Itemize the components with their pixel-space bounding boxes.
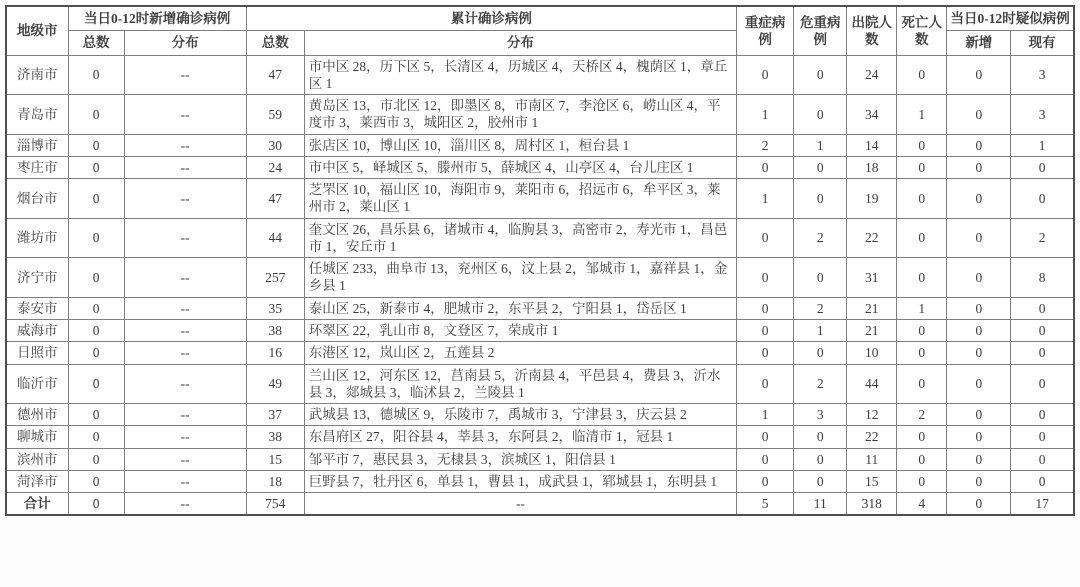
- city-cell: 日照市: [6, 342, 68, 364]
- death-count-cell: 0: [897, 55, 947, 95]
- new-total-cell: 0: [68, 404, 124, 426]
- cumulative-distribution-cell: 环翠区 22，乳山市 8，文登区 7，荣成市 1: [304, 319, 736, 341]
- severe-cases-cell: 0: [737, 319, 794, 341]
- city-cell: 菏泽市: [6, 470, 68, 492]
- critical-cases-cell: 0: [794, 179, 847, 219]
- table-row: [6, 448, 1074, 470]
- suspected-new-cell: 0: [947, 470, 1011, 492]
- new-total-cell: 0: [68, 55, 124, 95]
- discharged-count-cell: 44: [847, 364, 897, 404]
- new-distribution-cell: --: [124, 55, 246, 95]
- new-distribution-cell: --: [124, 448, 246, 470]
- discharged-count-cell: 31: [847, 258, 897, 298]
- header-group-cumulative-confirmed: 累计确诊病例: [246, 6, 736, 31]
- death-count-cell: 2: [897, 404, 947, 426]
- severe-cases-cell: 1: [737, 404, 794, 426]
- new-total-cell: 0: [68, 364, 124, 404]
- severe-cases-cell: 0: [737, 470, 794, 492]
- severe-cases-cell: 0: [737, 55, 794, 95]
- new-distribution-cell: --: [124, 297, 246, 319]
- new-total-cell: 0: [68, 470, 124, 492]
- suspected-existing-cell: 0: [1011, 297, 1074, 319]
- critical-cases-cell: 0: [794, 258, 847, 298]
- city-cell: 滨州市: [6, 448, 68, 470]
- city-cell: 枣庄市: [6, 156, 68, 178]
- critical-cases-cell: 2: [794, 364, 847, 404]
- suspected-existing-cell: 0: [1011, 179, 1074, 219]
- death-count-cell: 0: [897, 342, 947, 364]
- critical-cases-cell: 1: [794, 319, 847, 341]
- discharged-count-cell: 21: [847, 297, 897, 319]
- suspected-existing-cell: 3: [1011, 55, 1074, 95]
- cumulative-total-cell: 15: [246, 448, 304, 470]
- severe-cases-cell: 0: [737, 258, 794, 298]
- cumulative-total-cell: 59: [246, 95, 304, 135]
- suspected-new-cell: 0: [947, 342, 1011, 364]
- discharged-count-cell: 318: [847, 493, 897, 516]
- new-distribution-cell: --: [124, 134, 246, 156]
- header-group-new-confirmed: 当日0-12时新增确诊病例: [68, 6, 246, 31]
- suspected-existing-cell: 0: [1011, 470, 1074, 492]
- suspected-existing-cell: 0: [1011, 319, 1074, 341]
- new-total-cell: 0: [68, 95, 124, 135]
- death-count-cell: 1: [897, 297, 947, 319]
- discharged-count-cell: 24: [847, 55, 897, 95]
- suspected-new-cell: 0: [947, 364, 1011, 404]
- suspected-new-cell: 0: [947, 448, 1011, 470]
- critical-cases-cell: 2: [794, 297, 847, 319]
- suspected-new-cell: 0: [947, 404, 1011, 426]
- discharged-count-cell: 15: [847, 470, 897, 492]
- table-row: [6, 134, 1074, 156]
- table-row: [6, 470, 1074, 492]
- severe-cases-cell: 0: [737, 426, 794, 448]
- new-distribution-cell: --: [124, 426, 246, 448]
- header-new-distribution: 分布: [124, 31, 246, 55]
- death-count-cell: 0: [897, 470, 947, 492]
- table-row: [6, 258, 1074, 298]
- new-total-cell: 0: [68, 493, 124, 516]
- severe-cases-cell: 0: [737, 364, 794, 404]
- new-total-cell: 0: [68, 448, 124, 470]
- critical-cases-cell: 0: [794, 95, 847, 135]
- suspected-existing-cell: 0: [1011, 448, 1074, 470]
- critical-cases-cell: 1: [794, 134, 847, 156]
- suspected-new-cell: 0: [947, 179, 1011, 219]
- new-distribution-cell: --: [124, 156, 246, 178]
- severe-cases-cell: 0: [737, 156, 794, 178]
- cumulative-total-cell: 44: [246, 218, 304, 258]
- cumulative-total-cell: 47: [246, 55, 304, 95]
- new-total-cell: 0: [68, 156, 124, 178]
- table-row: [6, 55, 1074, 95]
- city-cell: 德州市: [6, 404, 68, 426]
- suspected-new-cell: 0: [947, 156, 1011, 178]
- city-cell: 威海市: [6, 319, 68, 341]
- death-count-cell: 0: [897, 179, 947, 219]
- cumulative-distribution-cell: 市中区 5，峄城区 5，滕州市 5，薛城区 4，山亭区 4，台儿庄区 1: [304, 156, 736, 178]
- critical-cases-cell: 0: [794, 156, 847, 178]
- suspected-existing-cell: 1: [1011, 134, 1074, 156]
- new-distribution-cell: --: [124, 179, 246, 219]
- discharged-count-cell: 22: [847, 426, 897, 448]
- severe-cases-cell: 1: [737, 95, 794, 135]
- cumulative-total-cell: 16: [246, 342, 304, 364]
- cumulative-total-cell: 18: [246, 470, 304, 492]
- suspected-new-cell: 0: [947, 218, 1011, 258]
- new-distribution-cell: --: [124, 364, 246, 404]
- new-distribution-cell: --: [124, 470, 246, 492]
- suspected-existing-cell: 0: [1011, 364, 1074, 404]
- discharged-count-cell: 14: [847, 134, 897, 156]
- critical-cases-cell: 2: [794, 218, 847, 258]
- table-header: [6, 6, 1074, 55]
- death-count-cell: 0: [897, 319, 947, 341]
- header-suspected-new: 新增: [947, 31, 1011, 55]
- covid-stats-table: [5, 5, 1075, 516]
- new-total-cell: 0: [68, 426, 124, 448]
- suspected-new-cell: 0: [947, 95, 1011, 135]
- header-severe-cases: 重症病例: [737, 6, 794, 55]
- death-count-cell: 0: [897, 364, 947, 404]
- suspected-new-cell: 0: [947, 134, 1011, 156]
- new-total-cell: 0: [68, 179, 124, 219]
- header-new-total: 总数: [68, 31, 124, 55]
- cumulative-distribution-cell: 邹平市 7，惠民县 3，无棣县 3，滨城区 1，阳信县 1: [304, 448, 736, 470]
- severe-cases-cell: 2: [737, 134, 794, 156]
- cumulative-distribution-cell: 巨野县 7，牡丹区 6，单县 1，曹县 1，成武县 1，郓城县 1，东明县 1: [304, 470, 736, 492]
- severe-cases-cell: 1: [737, 179, 794, 219]
- city-cell: 潍坊市: [6, 218, 68, 258]
- header-cumulative-distribution: 分布: [304, 31, 736, 55]
- city-cell: 临沂市: [6, 364, 68, 404]
- severe-cases-cell: 0: [737, 297, 794, 319]
- city-cell: 泰安市: [6, 297, 68, 319]
- table-row-total: [6, 493, 1074, 516]
- suspected-new-cell: 0: [947, 426, 1011, 448]
- table-row: [6, 179, 1074, 219]
- cumulative-total-cell: 49: [246, 364, 304, 404]
- suspected-new-cell: 0: [947, 55, 1011, 95]
- discharged-count-cell: 18: [847, 156, 897, 178]
- suspected-existing-cell: 0: [1011, 342, 1074, 364]
- suspected-existing-cell: 17: [1011, 493, 1074, 516]
- city-cell: 济南市: [6, 55, 68, 95]
- table-row: [6, 156, 1074, 178]
- cumulative-distribution-cell: 奎文区 26，昌乐县 6，诸城市 4，临朐县 3，高密市 2，寿光市 1，昌邑市 1，安丘市 1: [304, 218, 736, 258]
- discharged-count-cell: 19: [847, 179, 897, 219]
- cumulative-distribution-cell: 武城县 13，德城区 9，乐陵市 7，禹城市 3，宁津县 3，庆云县 2: [304, 404, 736, 426]
- suspected-new-cell: 0: [947, 297, 1011, 319]
- city-cell: 青岛市: [6, 95, 68, 135]
- table-row: [6, 364, 1074, 404]
- cumulative-total-cell: 38: [246, 426, 304, 448]
- cumulative-total-cell: 47: [246, 179, 304, 219]
- header-row-1: [6, 6, 1074, 31]
- cumulative-distribution-cell: 市中区 28，历下区 5，长清区 4，历城区 4，天桥区 4，槐荫区 1，章丘区 1: [304, 55, 736, 95]
- city-cell: 合计: [6, 493, 68, 516]
- header-city: 地级市: [6, 6, 68, 55]
- new-distribution-cell: --: [124, 95, 246, 135]
- cumulative-distribution-cell: 张店区 10，博山区 10，淄川区 8，周村区 1，桓台县 1: [304, 134, 736, 156]
- new-distribution-cell: --: [124, 493, 246, 516]
- suspected-new-cell: 0: [947, 319, 1011, 341]
- critical-cases-cell: 0: [794, 55, 847, 95]
- header-death-count: 死亡人数: [897, 6, 947, 55]
- cumulative-distribution-cell: 芝罘区 10，福山区 10，海阳市 9，莱阳市 6，招远市 6，牟平区 3，莱州市 2，莱山区 1: [304, 179, 736, 219]
- new-total-cell: 0: [68, 297, 124, 319]
- discharged-count-cell: 21: [847, 319, 897, 341]
- header-discharged-count: 出院人数: [847, 6, 897, 55]
- table-row: [6, 319, 1074, 341]
- severe-cases-cell: 5: [737, 493, 794, 516]
- table-row: [6, 297, 1074, 319]
- critical-cases-cell: 0: [794, 342, 847, 364]
- cumulative-distribution-cell: 东港区 12，岚山区 2，五莲县 2: [304, 342, 736, 364]
- table-row: [6, 342, 1074, 364]
- new-distribution-cell: --: [124, 218, 246, 258]
- suspected-existing-cell: 8: [1011, 258, 1074, 298]
- cumulative-distribution-cell: 泰山区 25，新泰市 4，肥城市 2，东平县 2，宁阳县 1，岱岳区 1: [304, 297, 736, 319]
- cumulative-total-cell: 754: [246, 493, 304, 516]
- table-row: [6, 426, 1074, 448]
- suspected-existing-cell: 0: [1011, 156, 1074, 178]
- cumulative-distribution-cell: --: [304, 493, 736, 516]
- death-count-cell: 4: [897, 493, 947, 516]
- city-cell: 烟台市: [6, 179, 68, 219]
- header-group-suspected: 当日0-12时疑似病例: [947, 6, 1074, 31]
- critical-cases-cell: 0: [794, 470, 847, 492]
- new-distribution-cell: --: [124, 319, 246, 341]
- death-count-cell: 0: [897, 426, 947, 448]
- suspected-existing-cell: 0: [1011, 404, 1074, 426]
- table-row: [6, 218, 1074, 258]
- new-total-cell: 0: [68, 319, 124, 341]
- cumulative-distribution-cell: 黄岛区 13，市北区 12，即墨区 8，市南区 7，李沧区 6，崂山区 4，平度市 3，莱西市 3，城阳区 2，胶州市 1: [304, 95, 736, 135]
- death-count-cell: 0: [897, 258, 947, 298]
- header-critical-cases: 危重病例: [794, 6, 847, 55]
- cumulative-distribution-cell: 兰山区 12，河东区 12，莒南县 5，沂南县 4，平邑县 4，费县 3，沂水县 3，郯城县 3，临沭县 2，兰陵县 1: [304, 364, 736, 404]
- cumulative-distribution-cell: 任城区 233，曲阜市 13，兖州区 6，汶上县 2，邹城市 1，嘉祥县 1，金乡县 1: [304, 258, 736, 298]
- new-distribution-cell: --: [124, 404, 246, 426]
- cumulative-distribution-cell: 东昌府区 27，阳谷县 4，莘县 3，东阿县 2，临清市 1，冠县 1: [304, 426, 736, 448]
- cumulative-total-cell: 38: [246, 319, 304, 341]
- city-cell: 聊城市: [6, 426, 68, 448]
- cumulative-total-cell: 35: [246, 297, 304, 319]
- cumulative-total-cell: 30: [246, 134, 304, 156]
- table-row: [6, 95, 1074, 135]
- suspected-existing-cell: 2: [1011, 218, 1074, 258]
- header-cumulative-total: 总数: [246, 31, 304, 55]
- new-total-cell: 0: [68, 134, 124, 156]
- death-count-cell: 0: [897, 448, 947, 470]
- new-total-cell: 0: [68, 342, 124, 364]
- severe-cases-cell: 0: [737, 448, 794, 470]
- critical-cases-cell: 11: [794, 493, 847, 516]
- critical-cases-cell: 0: [794, 426, 847, 448]
- table-body: [6, 55, 1074, 515]
- discharged-count-cell: 34: [847, 95, 897, 135]
- death-count-cell: 1: [897, 95, 947, 135]
- discharged-count-cell: 12: [847, 404, 897, 426]
- table-row: [6, 404, 1074, 426]
- death-count-cell: 0: [897, 134, 947, 156]
- severe-cases-cell: 0: [737, 218, 794, 258]
- city-cell: 淄博市: [6, 134, 68, 156]
- critical-cases-cell: 3: [794, 404, 847, 426]
- cumulative-total-cell: 37: [246, 404, 304, 426]
- new-total-cell: 0: [68, 258, 124, 298]
- suspected-new-cell: 0: [947, 493, 1011, 516]
- new-total-cell: 0: [68, 218, 124, 258]
- death-count-cell: 0: [897, 156, 947, 178]
- death-count-cell: 0: [897, 218, 947, 258]
- header-suspected-existing: 现有: [1011, 31, 1074, 55]
- discharged-count-cell: 10: [847, 342, 897, 364]
- suspected-new-cell: 0: [947, 258, 1011, 298]
- city-cell: 济宁市: [6, 258, 68, 298]
- cumulative-total-cell: 24: [246, 156, 304, 178]
- critical-cases-cell: 0: [794, 448, 847, 470]
- suspected-existing-cell: 3: [1011, 95, 1074, 135]
- discharged-count-cell: 11: [847, 448, 897, 470]
- discharged-count-cell: 22: [847, 218, 897, 258]
- cumulative-total-cell: 257: [246, 258, 304, 298]
- suspected-existing-cell: 0: [1011, 426, 1074, 448]
- severe-cases-cell: 0: [737, 342, 794, 364]
- new-distribution-cell: --: [124, 342, 246, 364]
- new-distribution-cell: --: [124, 258, 246, 298]
